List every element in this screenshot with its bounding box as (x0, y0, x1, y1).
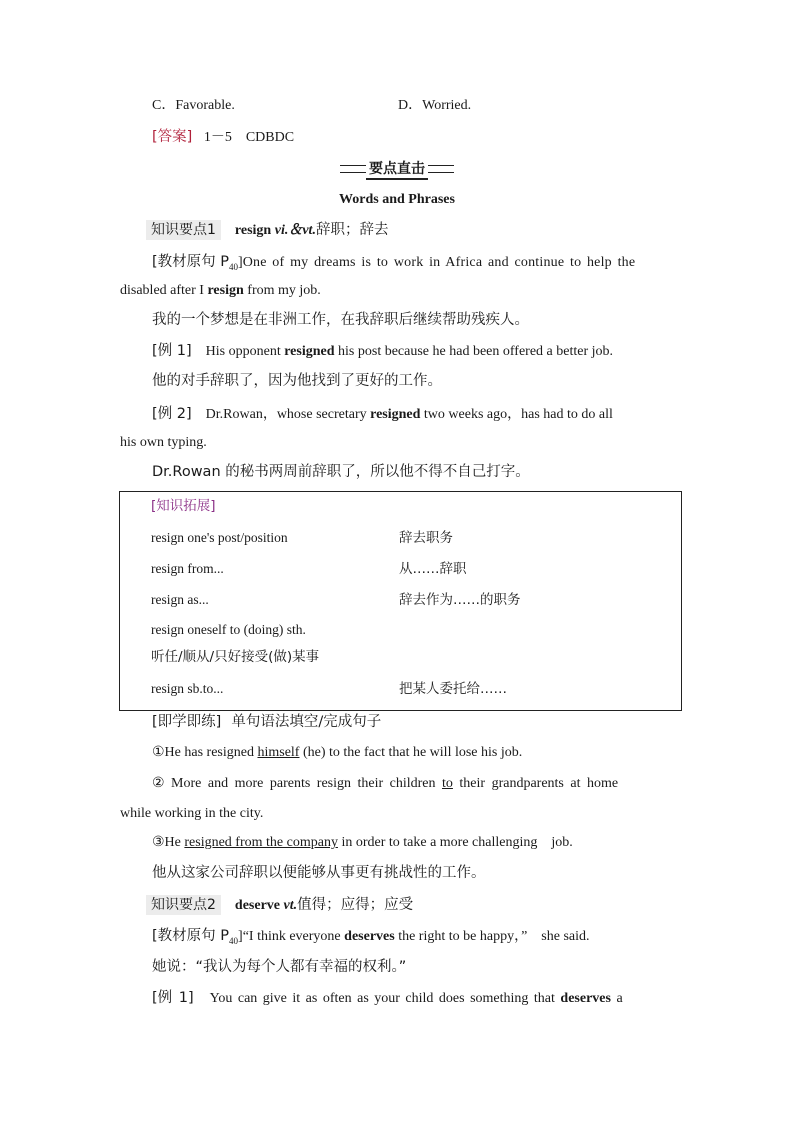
kp1-source-sub: 40 (229, 261, 239, 272)
practice-q2 (152, 774, 618, 794)
answer-tag: [答案] (152, 129, 193, 145)
kp1-word: resign (234, 223, 272, 238)
kp2-source-cn: 她说：“我认为每个人都有幸福的权利。” (152, 959, 407, 975)
kp2-ex1-a: You can give it as often as your child does something that (209, 991, 561, 1006)
kp2-ex1-c: a (610, 991, 623, 1006)
banner-text: 要点直击 (366, 158, 428, 180)
banner-right-bar (428, 165, 454, 173)
kp2-source-close: ] (238, 929, 243, 944)
kp1-source-cn: 我的一个梦想是在非洲工作，在我辞职后继续帮助残疾人。 (152, 312, 529, 328)
kp2-source-c: the right to be happy，” she said. (394, 929, 590, 944)
practice-q1-a: ①He has resigned (152, 745, 258, 760)
expansion-row-3-en: resign as... (151, 592, 209, 607)
kp1-source-close: ] (238, 255, 243, 270)
answer-line (152, 127, 294, 148)
banner-left-bar (340, 165, 366, 173)
kp2-source (152, 926, 590, 951)
expansion-box (119, 491, 682, 711)
practice-q3-blank: resigned from the company (184, 835, 338, 850)
kp1-source-text-2a: disabled after I (120, 283, 208, 298)
kp2-ex1-label: [例 1] (152, 990, 194, 1006)
kp1-source-text-1: One of my dreams is to work in Africa and continue to help the (242, 255, 636, 270)
practice-q1 (152, 743, 522, 763)
kp1-ex2 (152, 404, 613, 425)
kp1-ex2-c: two weeks ago，has had to do all (420, 407, 613, 422)
expansion-row-1-en: resign one's post/position (151, 530, 288, 545)
expansion-row-5-cn: 把某人委托给…… (399, 681, 507, 697)
expansion-row-5-en: resign sb.to... (151, 681, 224, 696)
practice-q3-a: ③He (152, 835, 185, 850)
practice-label: [即学即练] (152, 714, 222, 730)
kp1-ex1-a: His opponent (205, 344, 285, 359)
kp2-source-label: [教材原句 P (152, 928, 230, 944)
kp2-ex1 (152, 988, 623, 1009)
practice-q2-d: while working in the city. (120, 806, 264, 821)
kp2-meaning: 值得；应得；应受 (297, 897, 414, 913)
kp1-source-text-2b: resign (207, 283, 244, 298)
kp2-heading (146, 895, 413, 916)
practice-q1-c: (he) to the fact that he will lose his job. (299, 745, 523, 760)
kp1-ex2-d: his own typing. (120, 435, 207, 450)
practice-q2-a: ② More and more parents resign their children (152, 776, 443, 791)
section-banner (340, 158, 454, 180)
kp1-ex1-c: his post because he had been offered a better job. (334, 344, 613, 359)
kp1-ex1-b: resigned (284, 344, 335, 359)
kp1-meaning: 辞职；辞去 (315, 222, 389, 238)
practice-q3 (152, 833, 573, 853)
expansion-row-4-en: resign oneself to (doing) sth. (151, 622, 306, 637)
kp1-source-line2 (120, 281, 321, 301)
kp1-ex1-label: [例 1] (152, 343, 192, 359)
option-c: C．Favorable. (152, 98, 235, 113)
kp2-word: deserve (234, 898, 281, 913)
expansion-row-4-cn: 听任/顺从/只好接受(做)某事 (151, 649, 320, 665)
kp1-ex2-label: [例 2] (152, 406, 192, 422)
kp1-ex2-cn: Dr.Rowan 的秘书两周前辞职了，所以他不得不自己打字。 (152, 464, 530, 480)
kp1-source-text-2c: from my job. (243, 283, 321, 298)
kp1-pos: vi.＆vt. (274, 223, 316, 238)
kp1-ex1-cn: 他的对手辞职了，因为他找到了更好的工作。 (152, 373, 442, 389)
kp1-badge: 知识要点1 (146, 220, 221, 240)
kp2-badge: 知识要点2 (146, 895, 221, 915)
kp1-heading (146, 220, 388, 241)
expansion-row-3-cn: 辞去作为……的职务 (399, 592, 521, 608)
expansion-title: [知识拓展] (151, 498, 216, 514)
kp1-source-label: [教材原句 P (152, 254, 230, 270)
kp2-source-sub: 40 (229, 935, 239, 946)
kp2-source-a: “I think everyone (242, 929, 345, 944)
practice-q1-blank: himself (257, 745, 300, 760)
answer-text: 1－5 CDBDC (203, 130, 295, 145)
kp1-ex1 (152, 341, 613, 362)
expansion-row-2-en: resign from... (151, 561, 224, 576)
kp1-ex2-a: Dr.Rowan，whose secretary (205, 407, 371, 422)
expansion-row-2-cn: 从……辞职 (399, 561, 467, 577)
practice-q2-blank: to (442, 776, 453, 791)
kp2-source-b: deserves (344, 929, 395, 944)
practice-heading (152, 712, 381, 733)
kp1-ex2-b: resigned (370, 407, 421, 422)
section-title: Words and Phrases (339, 192, 455, 207)
practice-q3-c: in order to take a more challenging job. (337, 835, 573, 850)
option-d: D．Worried. (398, 98, 472, 113)
practice-q3-cn: 他从这家公司辞职以便能够从事更有挑战性的工作。 (152, 865, 486, 881)
kp1-source-line1 (152, 252, 635, 277)
practice-instruction: 单句语法填空/完成句子 (231, 714, 382, 730)
kp2-ex1-b: deserves (560, 991, 611, 1006)
expansion-row-1-cn: 辞去职务 (399, 530, 453, 546)
kp2-pos: vt. (283, 898, 298, 913)
practice-q2-c: their grandparents at home (452, 776, 619, 791)
